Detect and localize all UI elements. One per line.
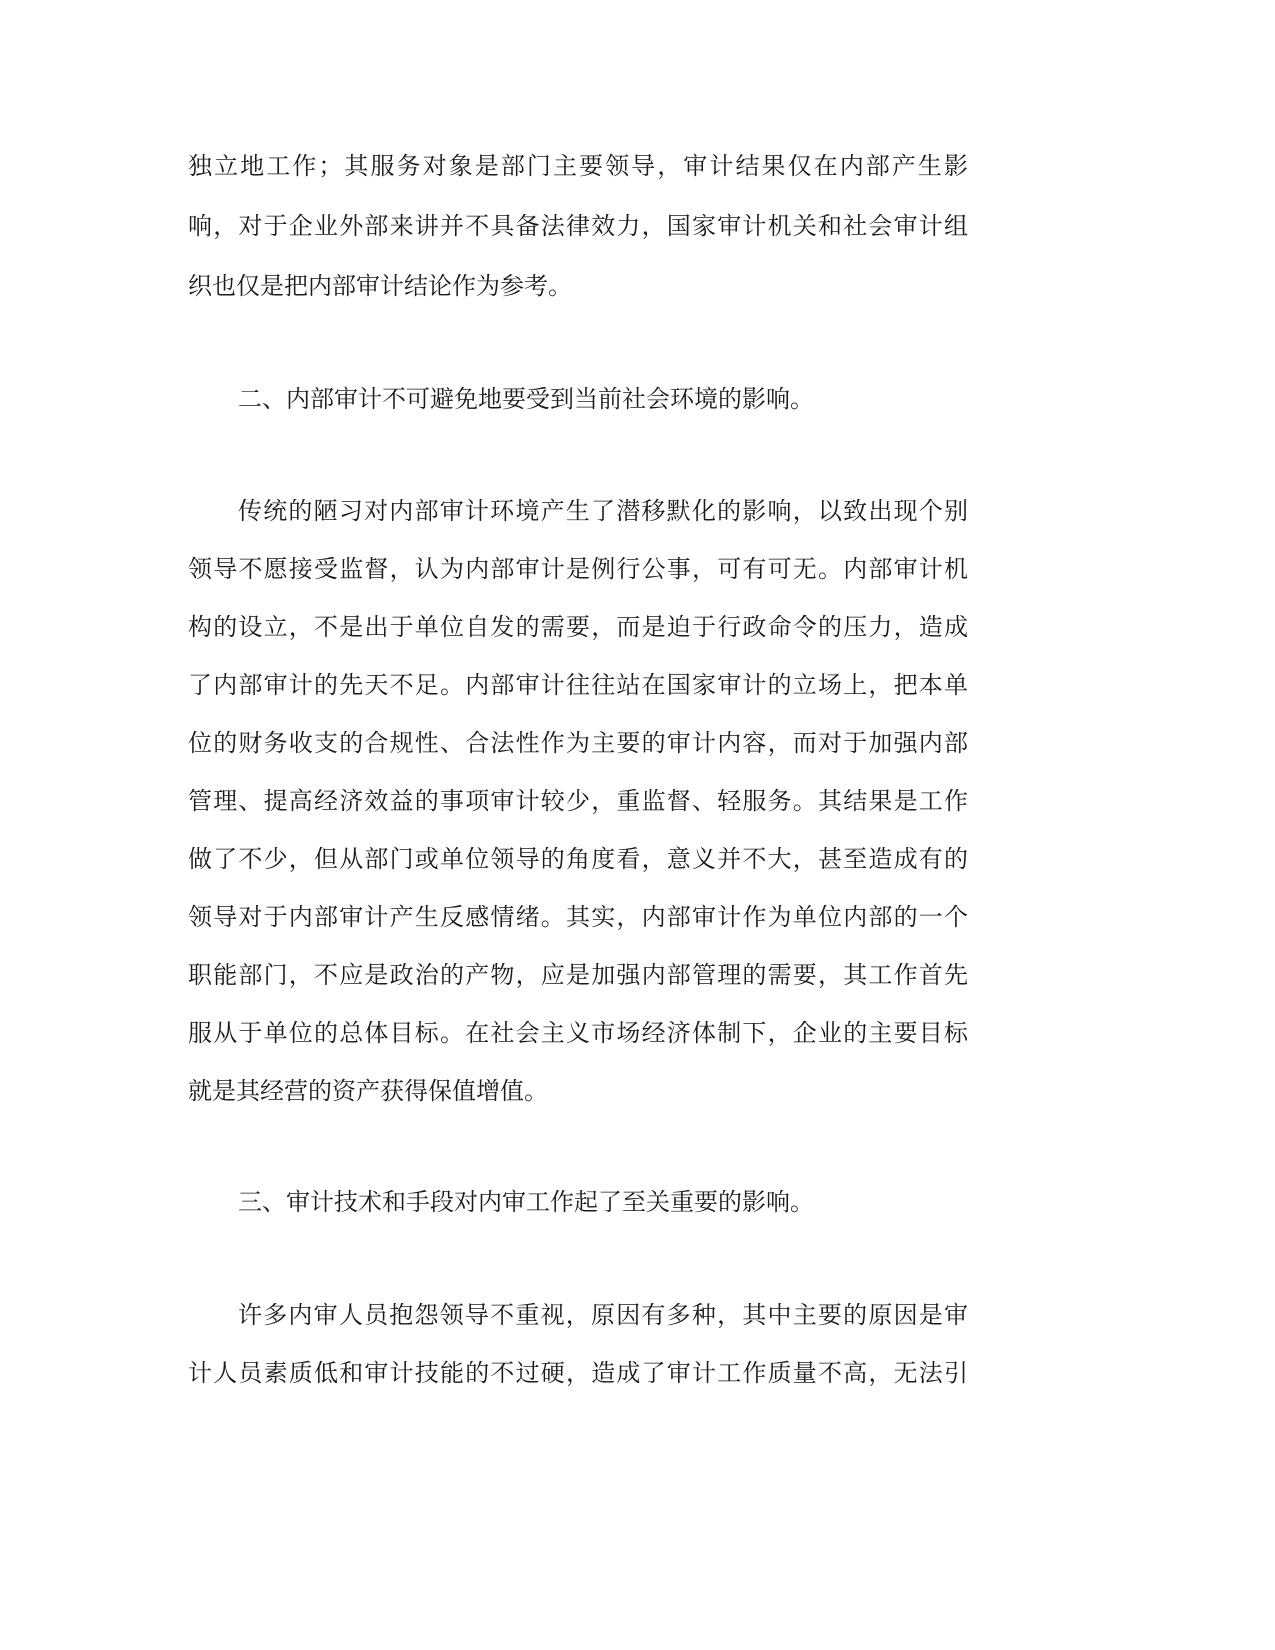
section-heading: 三、审计技术和手段对内审工作起了至关重要的影响。 <box>238 1188 814 1216</box>
paragraph-line: 位的财务收支的合规性、合法性作为主要的审计内容，而对于加强内部 <box>188 729 968 757</box>
paragraph-line: 职能部门，不应是政治的产物，应是加强内部管理的需要，其工作首先 <box>188 961 968 989</box>
paragraph-line: 计人员素质低和审计技能的不过硬，造成了审计工作质量不高，无法引 <box>188 1359 968 1387</box>
paragraph-line: 领导对于内部审计产生反感情绪。其实，内部审计作为单位内部的一个 <box>188 903 968 931</box>
paragraph-line: 管理、提高经济效益的事项审计较少，重监督、轻服务。其结果是工作 <box>188 787 968 815</box>
paragraph-line: 做了不少，但从部门或单位领导的角度看，意义并不大，甚至造成有的 <box>188 845 968 873</box>
paragraph-line: 就是其经营的资产获得保值增值。 <box>188 1077 548 1105</box>
paragraph-line: 服从于单位的总体目标。在社会主义市场经济体制下，企业的主要目标 <box>188 1019 968 1047</box>
paragraph-line: 构的设立，不是出于单位自发的需要，而是迫于行政命令的压力，造成 <box>188 613 968 641</box>
paragraph-line: 独立地工作；其服务对象是部门主要领导，审计结果仅在内部产生影 <box>188 152 968 180</box>
paragraph-line: 织也仅是把内部审计结论作为参考。 <box>188 272 572 300</box>
paragraph-line: 传统的陋习对内部审计环境产生了潜移默化的影响，以致出现个别 <box>238 497 968 525</box>
section-heading: 二、内部审计不可避免地要受到当前社会环境的影响。 <box>238 385 814 413</box>
paragraph-line: 领导不愿接受监督，认为内部审计是例行公事，可有可无。内部审计机 <box>188 555 968 583</box>
paragraph-line: 了内部审计的先天不足。内部审计往往站在国家审计的立场上，把本单 <box>188 671 968 699</box>
paragraph-line: 许多内审人员抱怨领导不重视，原因有多种，其中主要的原因是审 <box>238 1301 968 1329</box>
paragraph-line: 响，对于企业外部来讲并不具备法律效力，国家审计机关和社会审计组 <box>188 212 968 240</box>
